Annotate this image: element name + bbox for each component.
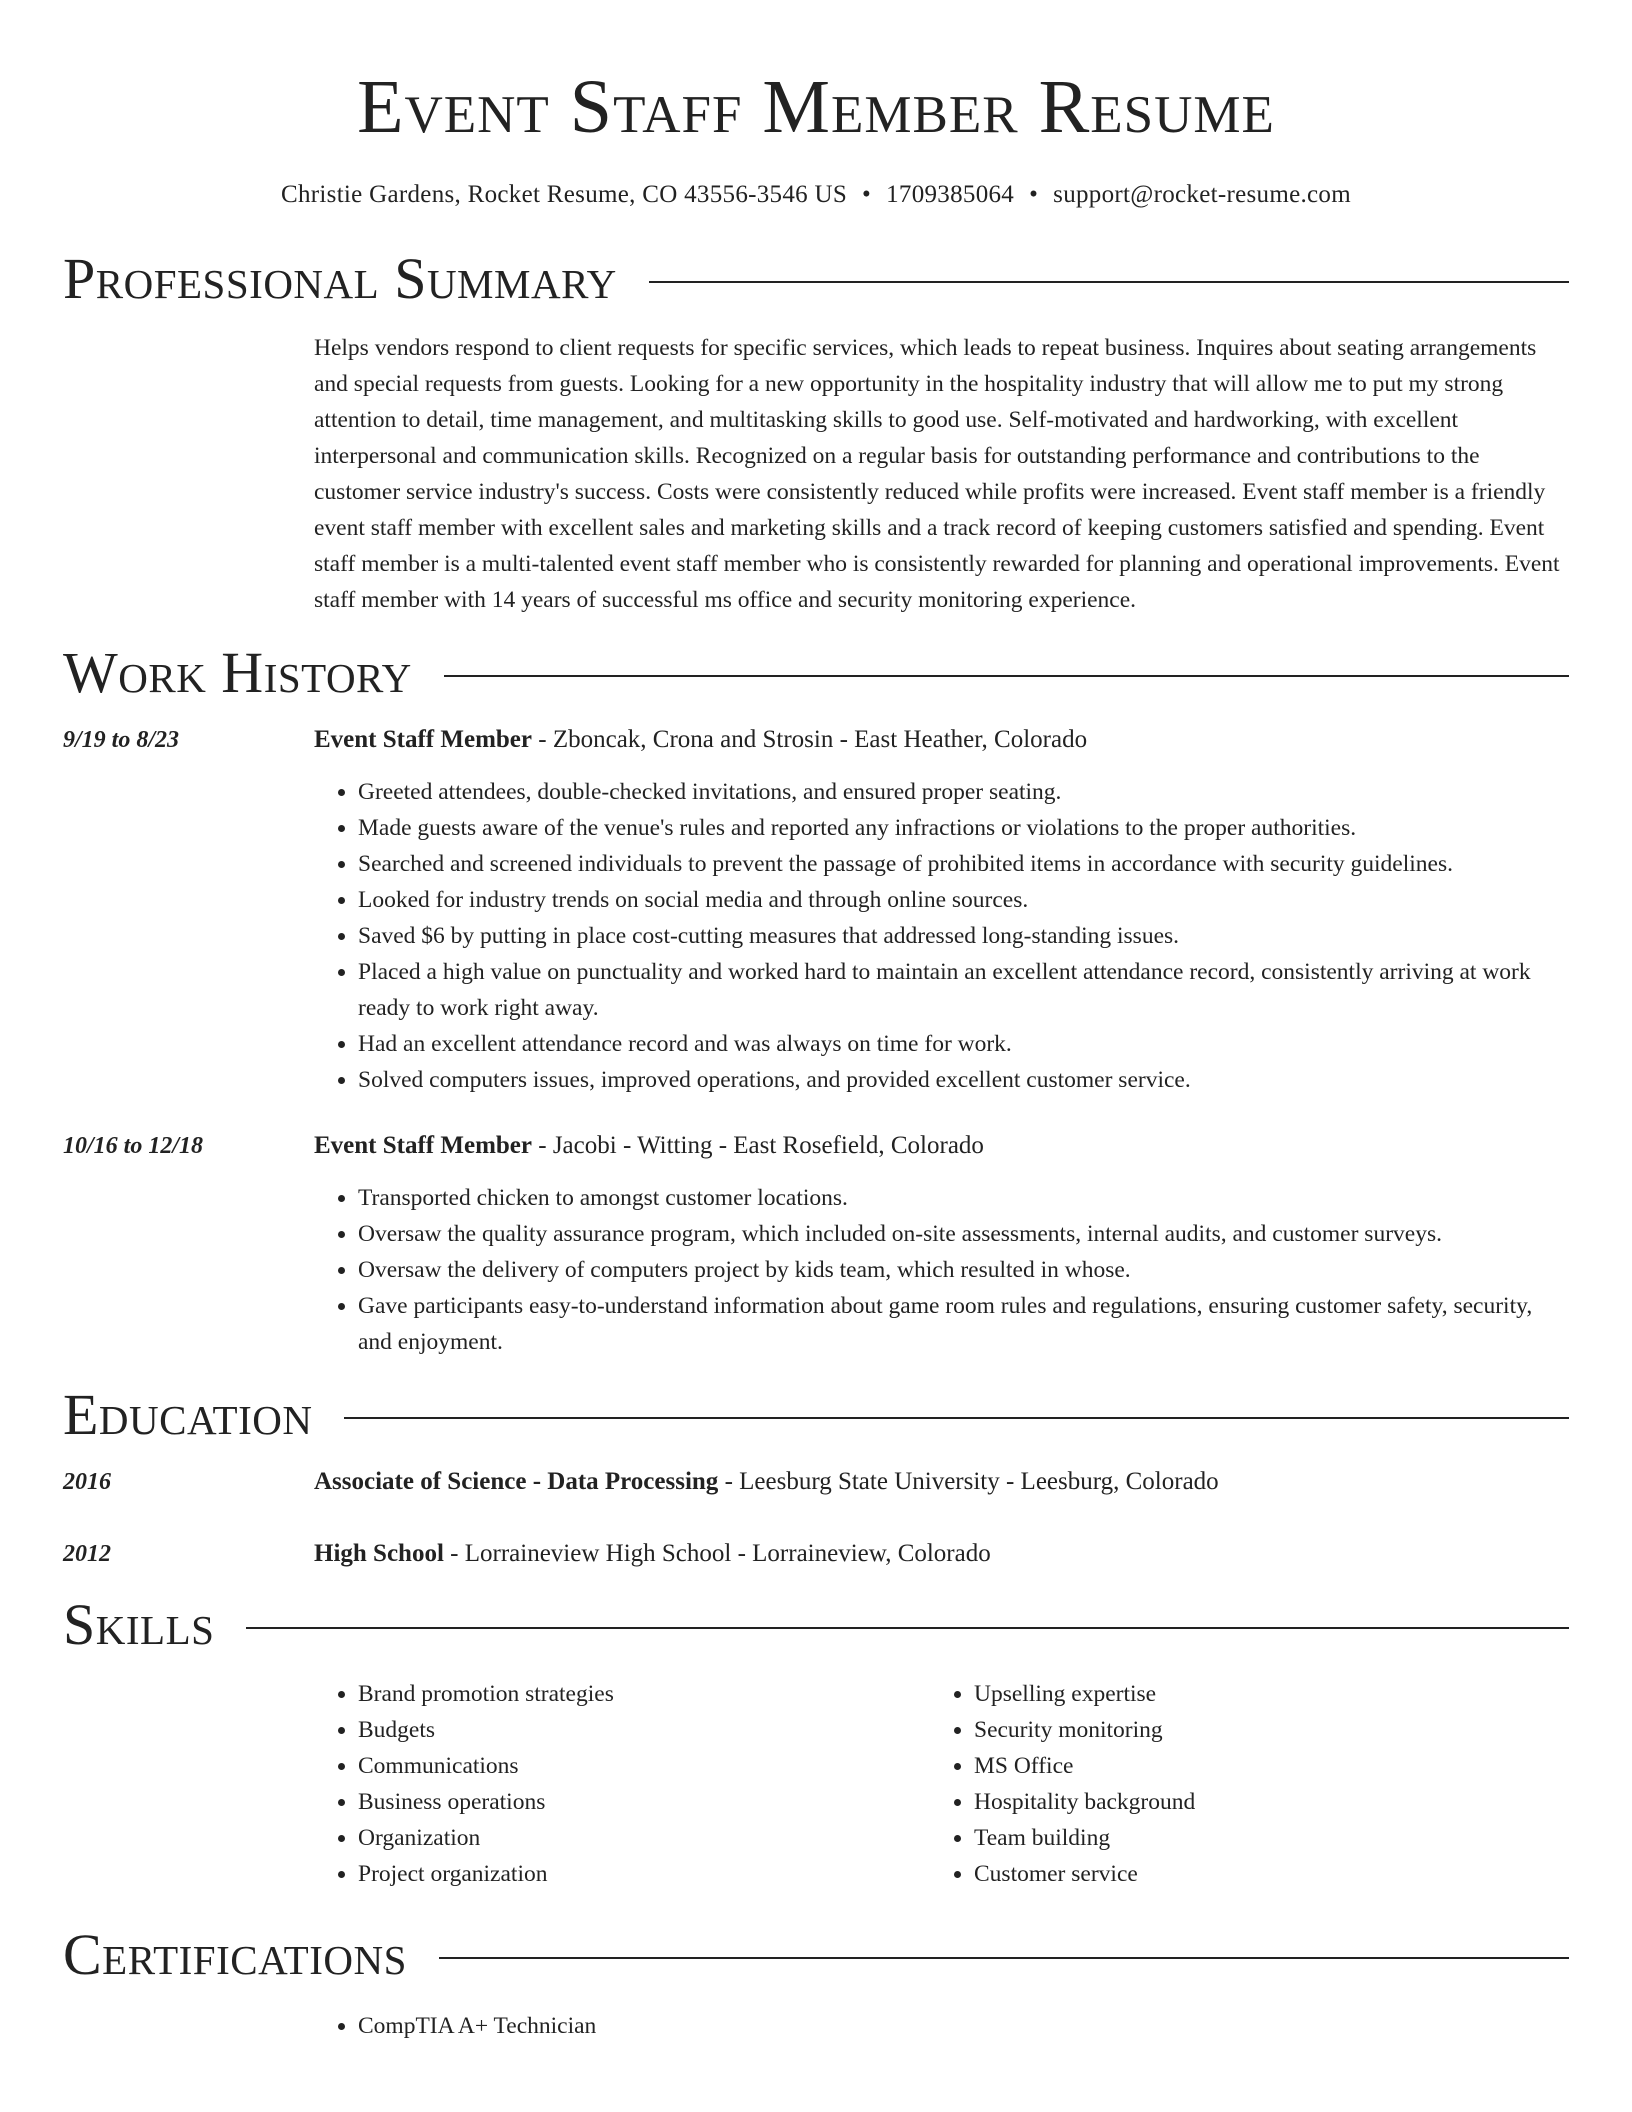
list-item: • Organization (358, 1820, 930, 1856)
list-item: • Gave participants easy-to-understand information about game room rules and regulations, ensuring customer safety, security, and enjoyment. (358, 1288, 1569, 1360)
list-item: • Oversaw the delivery of computers project by kids team, which resulted in whose. (358, 1252, 1569, 1288)
list-item: • Made guests aware of the venue's rules and reported any infractions or violations to the proper authorities. (358, 810, 1569, 846)
certifications-list (314, 2008, 1569, 2044)
education-degree: High School (314, 1540, 444, 1567)
job-title: Event Staff Member (314, 1132, 532, 1159)
list-item: • Budgets (358, 1712, 930, 1748)
education-content (314, 1536, 1569, 1572)
work-section-header (63, 640, 1569, 706)
list-item: • Looked for industry trends on social media and through online sources. (358, 882, 1569, 918)
skills-list-left (314, 1676, 930, 1892)
list-item: • Team building (974, 1820, 1530, 1856)
job-content (314, 1128, 1569, 1360)
contact-line (63, 180, 1569, 210)
contact-phone: 1709385064 (886, 181, 1015, 208)
summary-section-header (63, 246, 1569, 312)
list-item: • Business operations (358, 1784, 930, 1820)
education-entry (63, 1464, 1569, 1500)
skills-list-right (930, 1676, 1530, 1892)
list-item: • Oversaw the quality assurance program, which included on-site assessments, internal audits, and customer surveys. (358, 1216, 1569, 1252)
job-heading (314, 1128, 1569, 1164)
section-divider (439, 1957, 1569, 1959)
summary-text: Helps vendors respond to client requests for specific services, which leads to repeat business. Inquires about seating arrangements and special requests from guests. Looking for a new opportunity in the hospitality industry that will allow me to put my strong attention to detail, time management, and multitasking skills to good use. Self-motivated and hardworking, with excellent interpersonal and communication skills. Recognized on a regular basis for outstanding performance and contributions to the customer service industry's success. Costs were consistently reduced while profits were increased. Event staff member is a friendly event staff member with excellent sales and marketing skills and a track record of keeping customers satisfied and spending. Event staff member is a multi-talented event staff member who is consistently rewarded for planning and operational improvements. Event staff member with 14 years of successful ms office and security monitoring experience. (314, 335, 1560, 613)
education-school: - Lorraineview High School - Lorraineview, Colorado (443, 1540, 991, 1567)
job-bullets (314, 774, 1569, 1098)
list-item: • MS Office (974, 1748, 1530, 1784)
education-content (314, 1464, 1569, 1500)
list-item: • Security monitoring (974, 1712, 1530, 1748)
list-item: • Upselling expertise (974, 1676, 1530, 1712)
job-employer: - Zboncak, Crona and Strosin - East Heather, Colorado (532, 726, 1088, 753)
section-divider (344, 1417, 1569, 1419)
list-item: • Hospitality background (974, 1784, 1530, 1820)
list-item: • Project organization (358, 1856, 930, 1892)
list-item: • Saved $6 by putting in place cost-cutting measures that addressed long-standing issues. (358, 918, 1569, 954)
certifications-bullets (314, 2008, 1569, 2044)
job-bullets (314, 1180, 1569, 1360)
education-year: 2016 (63, 1469, 111, 1495)
work-entry (63, 1128, 1569, 1360)
section-heading: Skills (63, 1592, 215, 1657)
list-item: • Placed a high value on punctuality and worked hard to maintain an excellent attendance record, consistently arriving at work ready to work right away. (358, 954, 1569, 1026)
list-item: • Greeted attendees, double-checked invitations, and ensured proper seating. (358, 774, 1569, 810)
job-heading (314, 722, 1569, 758)
list-item: • Searched and screened individuals to prevent the passage of prohibited items in accordance with security guidelines. (358, 846, 1569, 882)
skills-section-header (63, 1592, 1569, 1658)
job-dates: 10/16 to 12/18 (63, 1133, 204, 1159)
education-section-header (63, 1382, 1569, 1448)
contact-separator: • (862, 181, 872, 208)
list-item: • Communications (358, 1748, 930, 1784)
page-title: Event Staff Member Resume (357, 65, 1275, 149)
job-employer: - Jacobi - Witting - East Rosefield, Colorado (532, 1132, 984, 1159)
list-item: • Transported chicken to amongst customer locations. (358, 1180, 1569, 1216)
section-heading: Professional Summary (63, 246, 617, 311)
section-divider (246, 1627, 1569, 1629)
list-item: • Had an excellent attendance record and was always on time for work. (358, 1026, 1569, 1062)
list-item: • Brand promotion strategies (358, 1676, 930, 1712)
education-year: 2012 (63, 1541, 111, 1567)
list-item: • Customer service (974, 1856, 1530, 1892)
contact-address: Christie Gardens, Rocket Resume, CO 43556-3546 US (281, 181, 848, 208)
section-heading: Work History (63, 640, 412, 705)
education-entry (63, 1536, 1569, 1572)
list-item: • Solved computers issues, improved operations, and provided excellent customer service. (358, 1062, 1569, 1098)
job-content (314, 722, 1569, 1098)
list-item: • CompTIA A+ Technician (358, 2008, 1569, 2044)
section-heading: Education (63, 1382, 313, 1447)
work-entry (63, 722, 1569, 1098)
job-title: Event Staff Member (314, 726, 532, 753)
section-heading: Certifications (63, 1922, 407, 1987)
section-divider (444, 675, 1569, 677)
contact-email: support@rocket-resume.com (1053, 181, 1351, 208)
skills-grid (314, 1676, 1569, 1892)
education-degree: Associate of Science - Data Processing (314, 1468, 719, 1495)
job-dates: 9/19 to 8/23 (63, 727, 180, 753)
section-divider (649, 281, 1569, 283)
certifications-section-header (63, 1922, 1569, 1988)
contact-separator: • (1029, 181, 1039, 208)
education-school: - Leesburg State University - Leesburg, Colorado (718, 1468, 1219, 1495)
